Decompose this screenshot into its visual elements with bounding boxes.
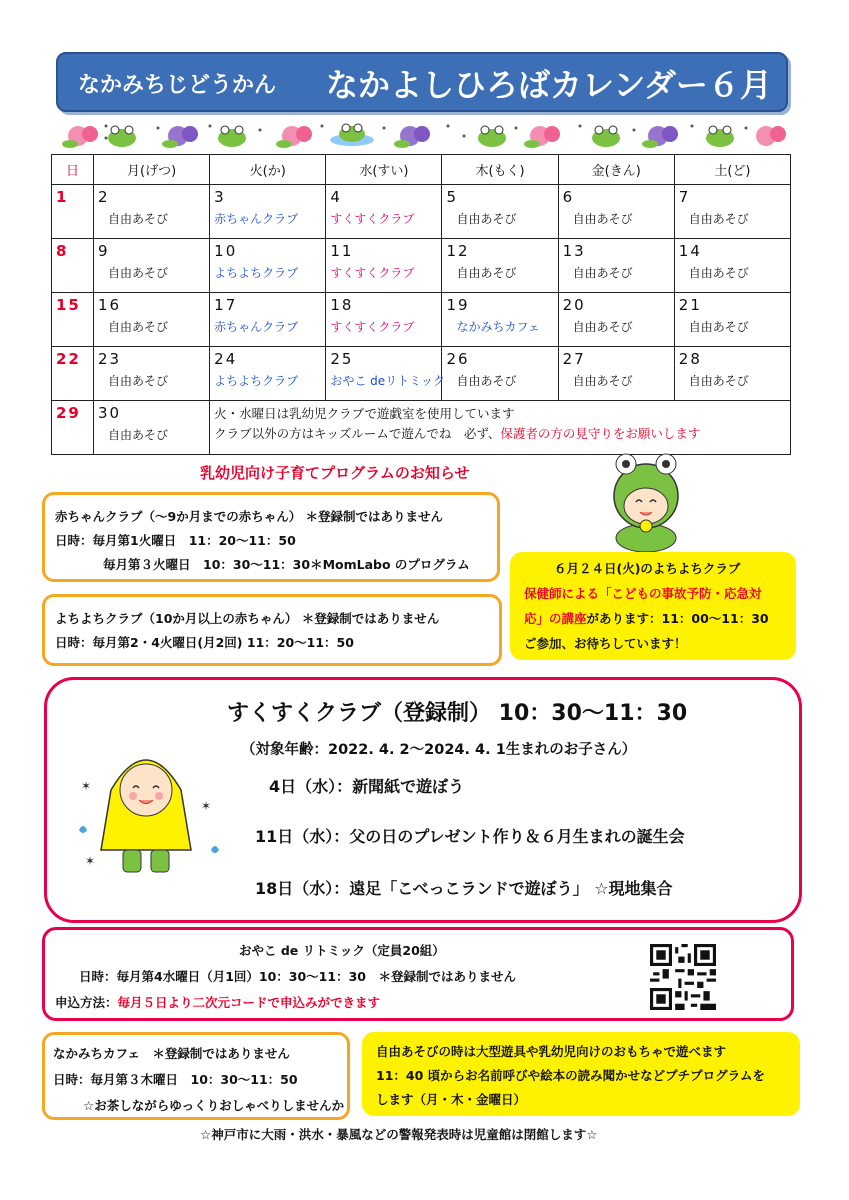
day-number: 12 bbox=[446, 242, 470, 260]
day-event: 自由あそび bbox=[108, 320, 169, 334]
day-cell bbox=[210, 239, 326, 293]
svg-text:✶: ✶ bbox=[85, 854, 96, 868]
header-banner bbox=[56, 52, 788, 112]
note-line-highlight: 保護者の方の見守りをお願いします bbox=[500, 426, 701, 441]
free-play-box bbox=[362, 1032, 800, 1116]
day-event: 自由あそび bbox=[688, 374, 749, 388]
day-number: 13 bbox=[562, 242, 586, 260]
day-number: 25 bbox=[330, 350, 354, 368]
flower-icon bbox=[394, 126, 430, 148]
oyako-title: おやこ de リトミック（定員20組） bbox=[239, 943, 445, 958]
note-line: クラブ以外の方はキッズルームで遊んでね 必ず、 bbox=[214, 426, 501, 441]
day-cell bbox=[94, 239, 210, 293]
calendar-week-row bbox=[52, 347, 791, 401]
day-number: 14 bbox=[678, 242, 702, 260]
day-event: すくすくクラブ bbox=[330, 266, 415, 280]
yochiyochi-schedule: 日時：毎月第2・4火曜日(月2回) 11：20～11：50 bbox=[55, 635, 354, 650]
day-number: 26 bbox=[446, 350, 470, 368]
day-cell bbox=[558, 293, 674, 347]
day-event: すくすくクラブ bbox=[330, 212, 415, 226]
day-event: 自由あそび bbox=[572, 374, 633, 388]
day-number: 4 bbox=[330, 188, 342, 206]
day-cell bbox=[94, 293, 210, 347]
flower-icon bbox=[276, 126, 312, 148]
decoration-strip bbox=[60, 118, 790, 154]
weekday-header: 月(げつ) bbox=[94, 155, 210, 185]
day-event: 自由あそび bbox=[108, 374, 169, 388]
sukusuku-event: 18日（水）：遠足「こべっこランドで遊ぼう」 ☆現地集合 bbox=[255, 879, 673, 898]
free-play-line: 11：40 頃からお名前呼びや絵本の読み聞かせなどプチプログラムを bbox=[376, 1068, 766, 1083]
weekday-header: 木(もく) bbox=[442, 155, 558, 185]
calendar-note-cell bbox=[210, 401, 791, 455]
note-line: 火・水曜日は乳幼児クラブで遊戯室を使用しています bbox=[214, 406, 515, 421]
day-number: 23 bbox=[98, 350, 122, 368]
day-cell bbox=[674, 293, 790, 347]
sunday-cell bbox=[52, 293, 94, 347]
day-cell bbox=[442, 293, 558, 347]
day-cell bbox=[558, 347, 674, 401]
sukusuku-club-box bbox=[44, 677, 802, 923]
day-cell bbox=[94, 347, 210, 401]
calendar-table bbox=[51, 154, 791, 455]
day-cell bbox=[674, 185, 790, 239]
day-event: 自由あそび bbox=[572, 320, 633, 334]
day-cell bbox=[94, 401, 210, 455]
weekday-header: 日 bbox=[52, 155, 94, 185]
day-number: 15 bbox=[56, 296, 81, 314]
sunday-cell bbox=[52, 185, 94, 239]
sunday-cell bbox=[52, 347, 94, 401]
frog-icon bbox=[706, 126, 734, 147]
day-number: 16 bbox=[98, 296, 122, 314]
oyako-schedule: 日時：毎月第4水曜日（月1回）10：30～11：30 ＊登録制ではありません bbox=[79, 969, 516, 984]
svg-text:✶: ✶ bbox=[81, 779, 92, 793]
cafe-note: ☆お茶しながらゆっくりおしゃべりしませんか bbox=[83, 1098, 345, 1113]
day-cell bbox=[94, 185, 210, 239]
page-title: なかよしひろばカレンダー６月 bbox=[326, 66, 772, 104]
special-line-highlight: 応」の講座 bbox=[524, 611, 587, 626]
flower-icon bbox=[756, 126, 786, 146]
day-event: 自由あそび bbox=[108, 428, 169, 442]
special-line: 保健師による「こどもの事故予防・応急対 bbox=[524, 586, 762, 601]
day-number: 22 bbox=[56, 350, 81, 368]
oyako-apply-label: 申込方法： bbox=[55, 995, 118, 1010]
sukusuku-title: すくすくクラブ（登録制） 10：30～11：30 bbox=[227, 701, 688, 726]
day-cell bbox=[674, 239, 790, 293]
day-event: 赤ちゃんクラブ bbox=[214, 212, 299, 226]
frog-icon bbox=[218, 126, 246, 147]
day-number: 30 bbox=[98, 404, 122, 422]
weekday-header: 金(きん) bbox=[558, 155, 674, 185]
day-event: 自由あそび bbox=[456, 374, 517, 388]
page-subtitle: なかみちじどうかん bbox=[78, 73, 277, 98]
day-event: 自由あそび bbox=[108, 266, 169, 280]
sunday-cell bbox=[52, 239, 94, 293]
day-cell bbox=[558, 239, 674, 293]
day-event: 自由あそび bbox=[456, 266, 517, 280]
yochiyochi-club-box bbox=[42, 594, 502, 666]
frog-icon bbox=[108, 126, 136, 147]
special-line: ご参加、お待ちしています！ bbox=[524, 636, 687, 651]
frog-icon bbox=[478, 126, 506, 147]
day-cell bbox=[442, 347, 558, 401]
day-number: 11 bbox=[330, 242, 354, 260]
akachan-schedule-2: 毎月第３火曜日 10：30～11：30＊MomLabo のプログラム bbox=[103, 557, 470, 572]
raincoat-child-illustration bbox=[71, 730, 221, 890]
day-number: 3 bbox=[214, 188, 226, 206]
flower-icon bbox=[162, 126, 198, 148]
calendar-week-row bbox=[52, 239, 791, 293]
day-number: 5 bbox=[446, 188, 459, 206]
weekday-header: 土(ど) bbox=[674, 155, 790, 185]
flower-icon bbox=[642, 126, 678, 148]
day-event: 赤ちゃんクラブ bbox=[214, 320, 299, 334]
weekday-header: 水(すい) bbox=[326, 155, 442, 185]
day-cell bbox=[326, 239, 442, 293]
day-cell bbox=[210, 347, 326, 401]
day-number: 17 bbox=[214, 296, 238, 314]
day-event: すくすくクラブ bbox=[330, 320, 415, 334]
free-play-line: 自由あそびの時は大型遊具や乳幼児向けのおもちゃで遊べます bbox=[376, 1044, 727, 1059]
day-event: おやこ deリトミック bbox=[330, 374, 445, 388]
qr-code[interactable] bbox=[650, 944, 716, 1010]
cafe-schedule: 日時：毎月第３木曜日 10：30～11：50 bbox=[53, 1072, 298, 1087]
day-cell bbox=[326, 293, 442, 347]
calendar-week-row bbox=[52, 401, 791, 455]
day-cell bbox=[326, 185, 442, 239]
weekday-header: 火(か) bbox=[210, 155, 326, 185]
akachan-schedule: 日時：毎月第1火曜日 11：20～11：50 bbox=[55, 533, 296, 548]
calendar-note bbox=[210, 401, 790, 444]
day-number: 20 bbox=[562, 296, 586, 314]
sukusuku-age: （対象年齢：2022. 4. 2～2024. 4. 1生まれのお子さん） bbox=[241, 742, 637, 758]
nakamichi-cafe-box bbox=[42, 1032, 350, 1120]
day-cell bbox=[674, 347, 790, 401]
program-heading: 乳幼児向け子育てプログラムのお知らせ bbox=[200, 464, 470, 482]
special-line: があります：11：00～11：30 bbox=[586, 611, 769, 626]
frog-baby-illustration bbox=[596, 450, 696, 554]
oyako-apply-text: 毎月５日より二次元コードで申込みができます bbox=[117, 995, 381, 1010]
day-cell bbox=[210, 185, 326, 239]
day-event: 自由あそび bbox=[572, 266, 633, 280]
day-number: 6 bbox=[562, 188, 575, 206]
yochiyochi-title: よちよちクラブ（10か月以上の赤ちゃん） ＊登録制ではありません bbox=[55, 611, 440, 626]
akachan-title: 赤ちゃんクラブ（～9か月までの赤ちゃん） ＊登録制ではありません bbox=[55, 509, 444, 524]
day-number: 28 bbox=[678, 350, 702, 368]
day-cell bbox=[442, 239, 558, 293]
sukusuku-event: 4日（水）：新聞紙で遊ぼう bbox=[269, 777, 465, 796]
day-event: 自由あそび bbox=[108, 212, 169, 226]
day-number: 24 bbox=[214, 350, 238, 368]
day-cell bbox=[210, 293, 326, 347]
flower-icon bbox=[524, 126, 560, 148]
calendar-header-row bbox=[52, 155, 791, 185]
day-event: 自由あそび bbox=[456, 212, 517, 226]
day-event: 自由あそび bbox=[572, 212, 633, 226]
day-event: 自由あそび bbox=[688, 212, 749, 226]
day-event: 自由あそび bbox=[688, 266, 749, 280]
day-cell bbox=[558, 185, 674, 239]
sukusuku-event: 11日（水）：父の日のプレゼント作り＆６月生まれの誕生会 bbox=[255, 827, 685, 846]
day-number: 8 bbox=[56, 242, 69, 260]
sunday-cell bbox=[52, 401, 94, 455]
closure-notice: ☆神戸市に大雨・洪水・暴風などの警報発表時は児童館は閉館します☆ bbox=[200, 1127, 598, 1142]
day-cell bbox=[326, 347, 445, 401]
free-play-line: します（月・木・金曜日） bbox=[376, 1092, 527, 1107]
day-event: よちよちクラブ bbox=[214, 374, 299, 388]
day-number: 7 bbox=[678, 188, 691, 206]
day-cell bbox=[442, 185, 558, 239]
day-number: 18 bbox=[330, 296, 354, 314]
day-number: 27 bbox=[562, 350, 586, 368]
day-number: 2 bbox=[98, 188, 110, 206]
day-number: 10 bbox=[214, 242, 238, 260]
akachan-club-box bbox=[42, 492, 500, 582]
day-number: 21 bbox=[678, 296, 702, 314]
day-number: 29 bbox=[56, 404, 81, 422]
special-title: ６月２４日(火)のよちよちクラブ bbox=[554, 561, 741, 576]
calendar-week-row bbox=[52, 185, 791, 239]
svg-text:✶: ✶ bbox=[201, 799, 212, 813]
day-number: 9 bbox=[98, 242, 110, 260]
day-event: なかみちカフェ bbox=[456, 320, 540, 334]
special-event-box bbox=[510, 552, 796, 660]
day-event: よちよちクラブ bbox=[214, 266, 299, 280]
day-number: 19 bbox=[446, 296, 470, 314]
frog-icon bbox=[592, 126, 620, 147]
flower-icon bbox=[62, 126, 98, 148]
day-event: 自由あそび bbox=[688, 320, 749, 334]
calendar-week-row bbox=[52, 293, 791, 347]
day-number: 1 bbox=[56, 188, 69, 206]
frog-icon bbox=[330, 124, 374, 146]
cafe-title: なかみちカフェ ＊登録制ではありません bbox=[53, 1046, 290, 1061]
